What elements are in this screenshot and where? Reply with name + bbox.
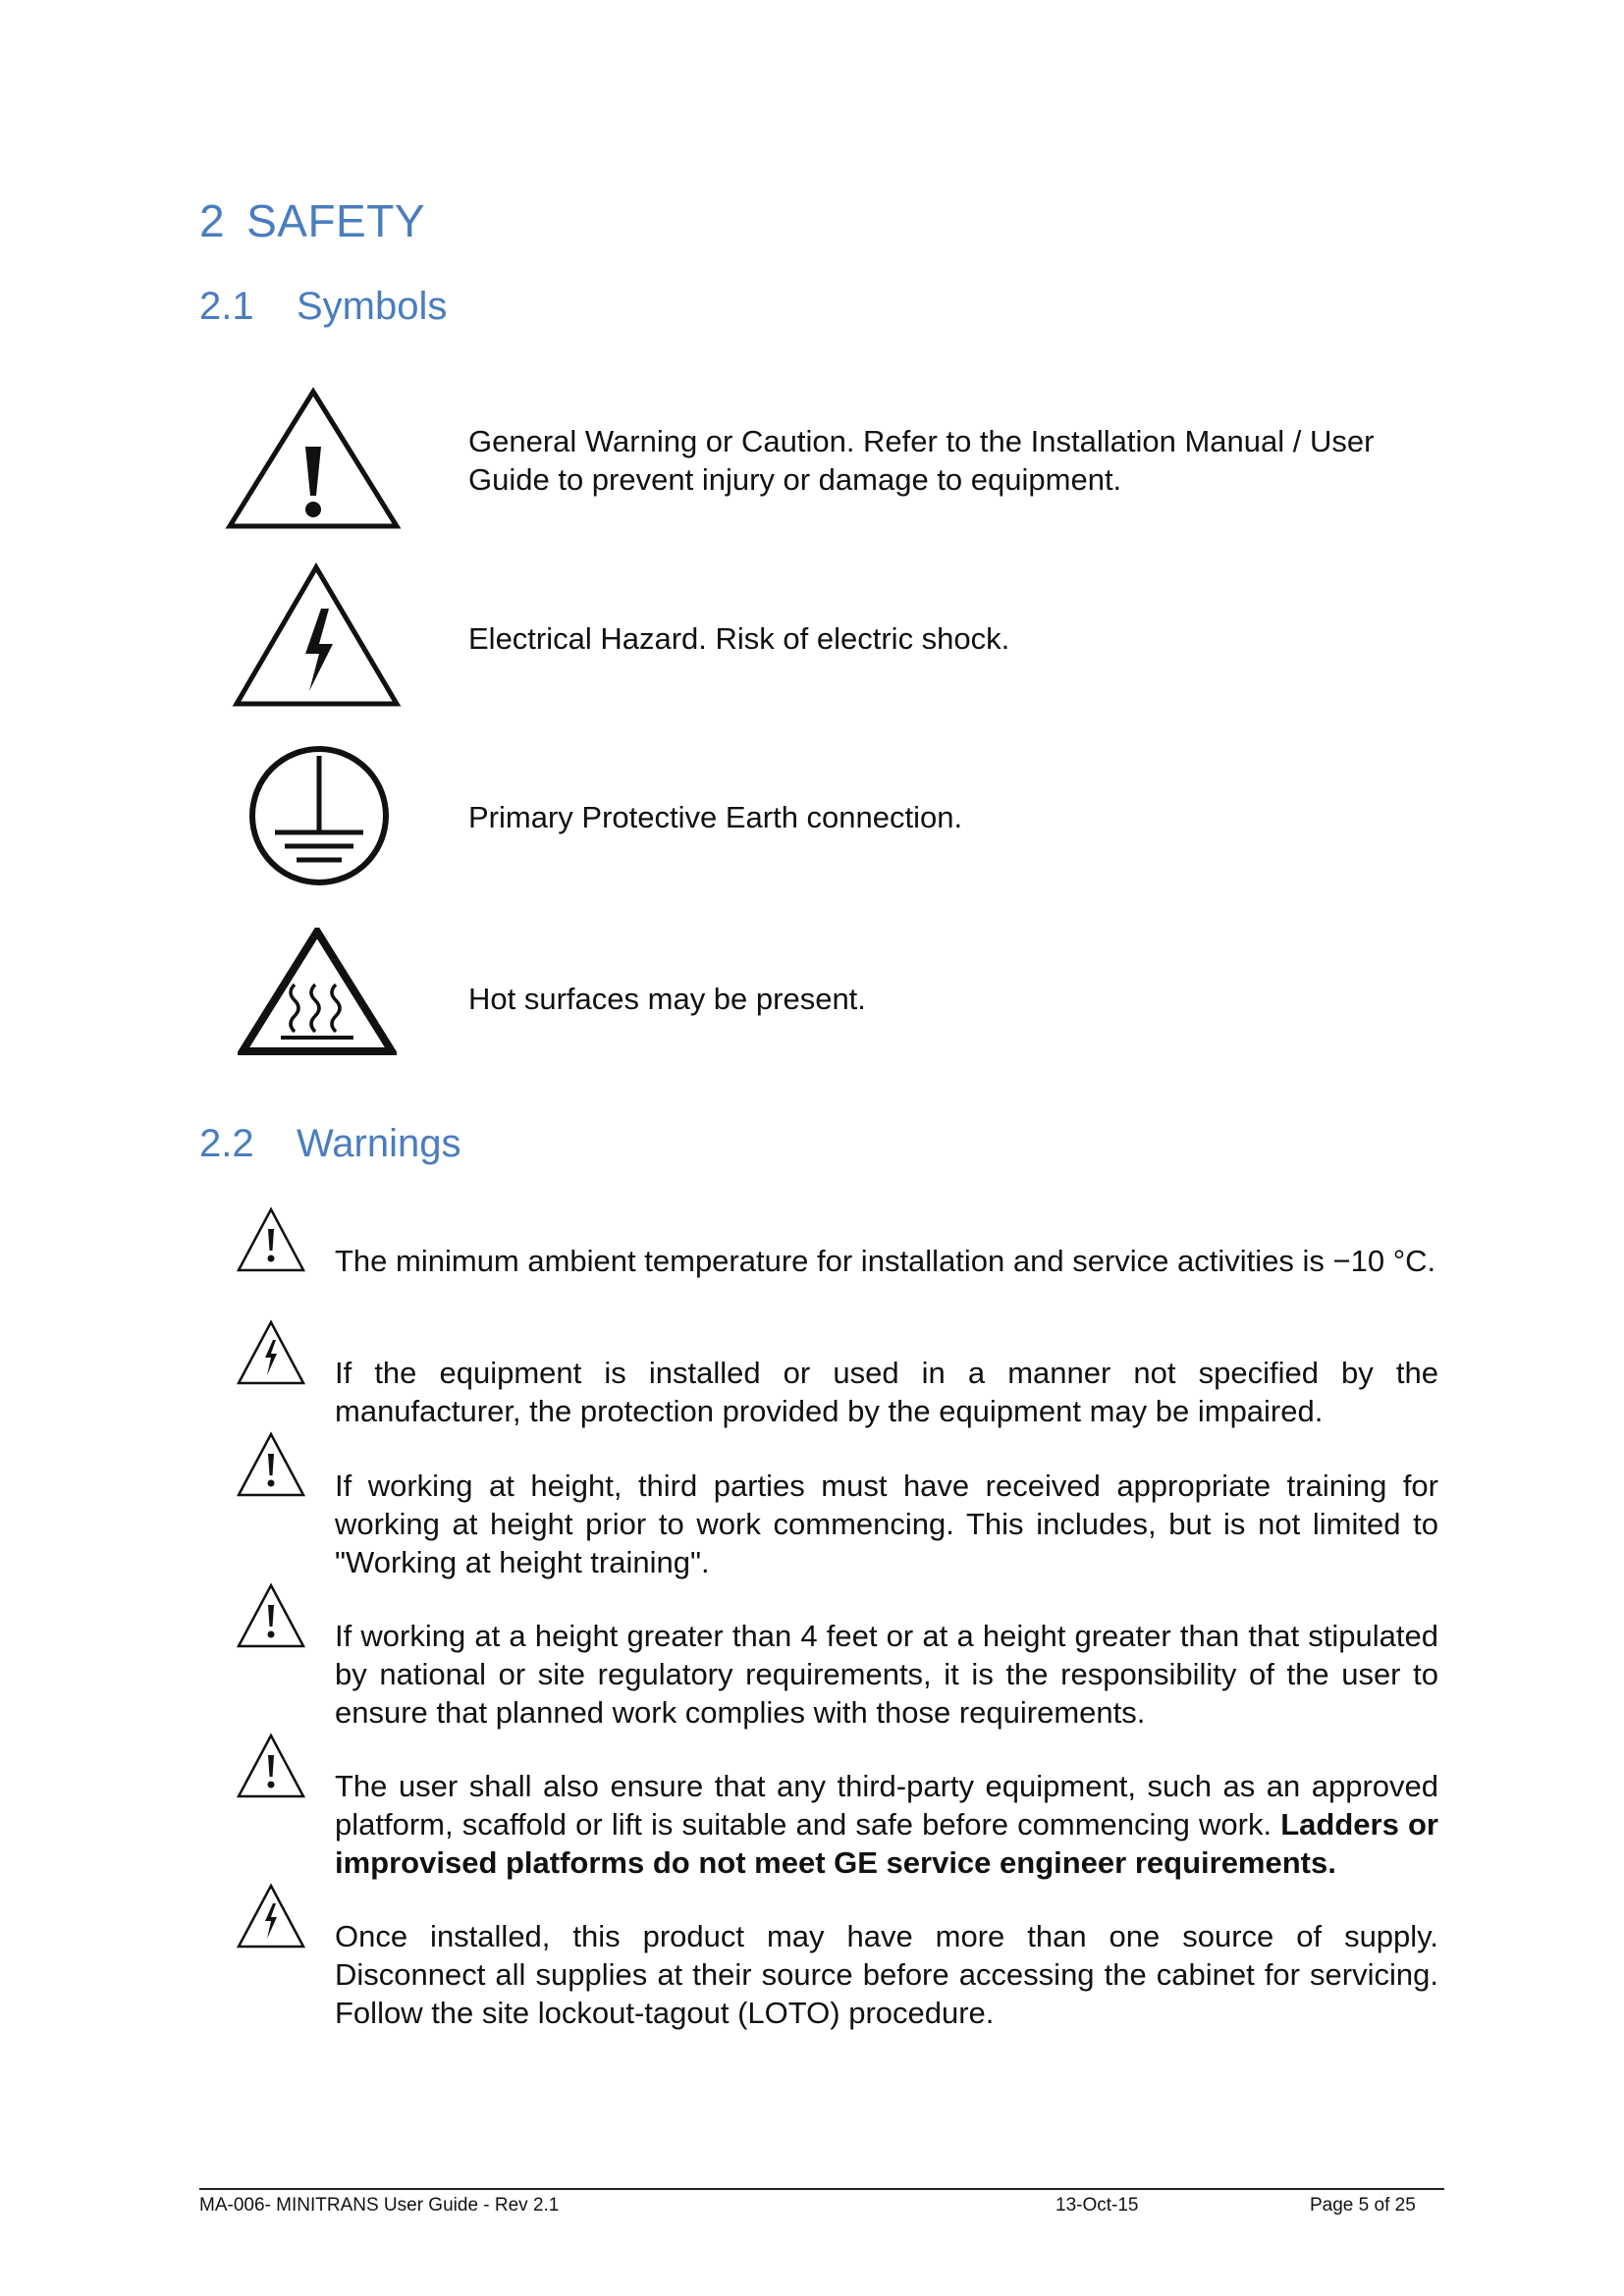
- footer-date: 13-Oct-15: [1056, 2195, 1139, 2216]
- hot-surface-icon: [238, 928, 397, 1057]
- warning-text: Once installed, this product may have more than one source of supply. Disconnect all supplies at their source before accessing the cabinet for servicing. Follow the site lockout-tagout (LOTO) procedure.: [335, 1919, 1438, 2030]
- warning-text-bold: Ladders or improvised platforms do not meet GE service engineer requirements.: [335, 1807, 1438, 1880]
- electrical-hazard-icon: [236, 1882, 306, 1952]
- general-warning-icon: [224, 386, 403, 533]
- symbol-description: Primary Protective Earth connection.: [468, 800, 963, 834]
- symbol-description: Hot surfaces may be present.: [468, 982, 866, 1016]
- warning-text: If working at height, third parties must have received appropriate training for working at height prior to work commencing. This includes, but is not limited to "Working at height training".: [335, 1468, 1438, 1579]
- footer-document-title: MA-006- MINITRANS User Guide - Rev 2.1: [199, 2195, 560, 2216]
- section-number: 2.1: [199, 285, 254, 328]
- section-title: Warnings: [297, 1122, 461, 1165]
- chapter-heading: [199, 194, 425, 247]
- general-warning-icon: [236, 1581, 306, 1652]
- protective-earth-icon: [245, 746, 393, 885]
- warning-text: [335, 1767, 1438, 1882]
- warning-text: The minimum ambient temperature for installation and service activities is −10 °C.: [335, 1244, 1436, 1278]
- warning-text: If working at a height greater than 4 feet or at a height greater than that stipulated by national or site regulatory requirements, it is the responsibility of the user to ensure that planned work complies with those requirements.: [335, 1619, 1438, 1730]
- warning-text-normal: The user shall also ensure that any third-party equipment, such as an approved platform, scaffold or lift is suitable and safe before commencing work.: [335, 1769, 1438, 1842]
- warning-text: If the equipment is installed or used in a manner not specified by the manufacturer, the protection provided by the equipment may be impaired.: [335, 1356, 1438, 1428]
- footer-divider: [199, 2188, 1444, 2190]
- section-number: 2.2: [199, 1122, 254, 1165]
- symbol-description: Electrical Hazard. Risk of electric shock.: [468, 621, 1010, 656]
- general-warning-icon: [236, 1205, 306, 1276]
- electrical-hazard-icon: [236, 1318, 306, 1389]
- chapter-number: 2: [199, 195, 226, 246]
- section-heading-warnings: [199, 1122, 460, 1166]
- section-title: Symbols: [297, 285, 448, 328]
- section-heading-symbols: [199, 285, 447, 329]
- electrical-hazard-icon: [231, 561, 403, 711]
- general-warning-icon: [236, 1430, 306, 1501]
- footer-page-number: Page 5 of 25: [1310, 2195, 1416, 2216]
- general-warning-icon: [236, 1732, 306, 1802]
- chapter-title: SAFETY: [246, 195, 426, 246]
- symbol-description: General Warning or Caution. Refer to the Installation Manual / User Guide to prevent injury or damage to equipment.: [468, 424, 1375, 497]
